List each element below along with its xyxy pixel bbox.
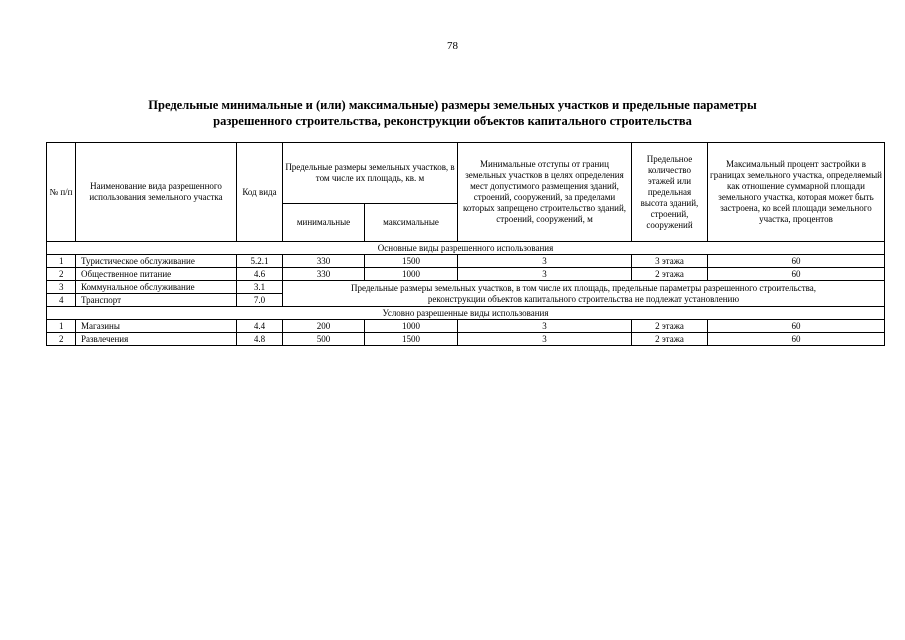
cell-code: 4.4 xyxy=(237,320,283,333)
cell-num: 1 xyxy=(47,255,76,268)
cell-min: 330 xyxy=(283,268,365,281)
cell-setback: 3 xyxy=(458,255,632,268)
cell-max: 1500 xyxy=(365,333,458,346)
cell-num: 2 xyxy=(47,333,76,346)
title-line-1: Предельные минимальные и (или) максимальные) размеры земельных участков и предельные параметры xyxy=(148,98,757,112)
header-max: максимальные xyxy=(365,204,458,242)
cell-name: Магазины xyxy=(76,320,237,333)
header-setback: Минимальные отступы от границ земельных участков в целях определения мест допустимого размещения зданий, строений, сооружений, за пределами которых запрещено строительство зданий, строений, сооружений, м xyxy=(458,143,632,242)
header-floors: Предельное количество этажей или предельная высота зданий, строений, сооружений xyxy=(632,143,708,242)
merged-note-line-1: Предельные размеры земельных участков, в том числе их площадь, предельные параметры разрешенного строительства, xyxy=(350,282,817,293)
cell-code: 7.0 xyxy=(237,294,283,307)
cell-min: 500 xyxy=(283,333,365,346)
title-line-2: разрешенного строительства, реконструкции объектов капитального строительства xyxy=(213,114,692,128)
cell-percent: 60 xyxy=(708,268,885,281)
cell-code: 3.1 xyxy=(237,281,283,294)
cell-num: 1 xyxy=(47,320,76,333)
header-min: минимальные xyxy=(283,204,365,242)
land-parameters-table xyxy=(46,142,885,346)
cell-percent: 60 xyxy=(708,333,885,346)
merged-note-cell xyxy=(283,281,885,307)
cell-floors: 2 этажа xyxy=(632,320,708,333)
cell-name: Развлечения xyxy=(76,333,237,346)
cell-name: Транспорт xyxy=(76,294,237,307)
cell-min: 330 xyxy=(283,255,365,268)
document-title xyxy=(60,97,845,129)
cell-num: 2 xyxy=(47,268,76,281)
cell-code: 5.2.1 xyxy=(237,255,283,268)
merged-note-line-2: реконструкции объектов капитального строительства не подлежат установлению xyxy=(427,293,740,304)
cell-num: 3 xyxy=(47,281,76,294)
table-row xyxy=(47,320,885,333)
cell-percent: 60 xyxy=(708,255,885,268)
table-row xyxy=(47,333,885,346)
header-percent: Максимальный процент застройки в границах земельного участка, определяемый как отношение суммарной площади земельного участка, которая может быть застроена, ко всей площади земельного участка, процентов xyxy=(708,143,885,242)
cell-floors: 3 этажа xyxy=(632,255,708,268)
header-code: Код вида xyxy=(237,143,283,242)
cell-setback: 3 xyxy=(458,320,632,333)
cell-min: 200 xyxy=(283,320,365,333)
cell-code: 4.8 xyxy=(237,333,283,346)
cell-percent: 60 xyxy=(708,320,885,333)
cell-num: 4 xyxy=(47,294,76,307)
cell-max: 1000 xyxy=(365,268,458,281)
section-main-label: Основные виды разрешенного использования xyxy=(47,242,885,255)
cell-name: Коммунальное обслуживание xyxy=(76,281,237,294)
cell-max: 1000 xyxy=(365,320,458,333)
header-row-1 xyxy=(47,143,885,204)
cell-setback: 3 xyxy=(458,333,632,346)
cell-name: Общественное питание xyxy=(76,268,237,281)
table-row xyxy=(47,281,885,294)
section-row-conditional xyxy=(47,307,885,320)
cell-setback: 3 xyxy=(458,268,632,281)
header-sizes: Предельные размеры земельных участков, в том числе их площадь, кв. м xyxy=(283,143,458,204)
table-row xyxy=(47,255,885,268)
section-conditional-label: Условно разрешенные виды использования xyxy=(47,307,885,320)
cell-name: Туристическое обслуживание xyxy=(76,255,237,268)
header-num: № п/п xyxy=(47,143,76,242)
cell-floors: 2 этажа xyxy=(632,268,708,281)
page-number: 78 xyxy=(447,40,458,52)
cell-floors: 2 этажа xyxy=(632,333,708,346)
table-row xyxy=(47,268,885,281)
header-name: Наименование вида разрешенного использования земельного участка xyxy=(76,143,237,242)
cell-code: 4.6 xyxy=(237,268,283,281)
section-row-main xyxy=(47,242,885,255)
cell-max: 1500 xyxy=(365,255,458,268)
